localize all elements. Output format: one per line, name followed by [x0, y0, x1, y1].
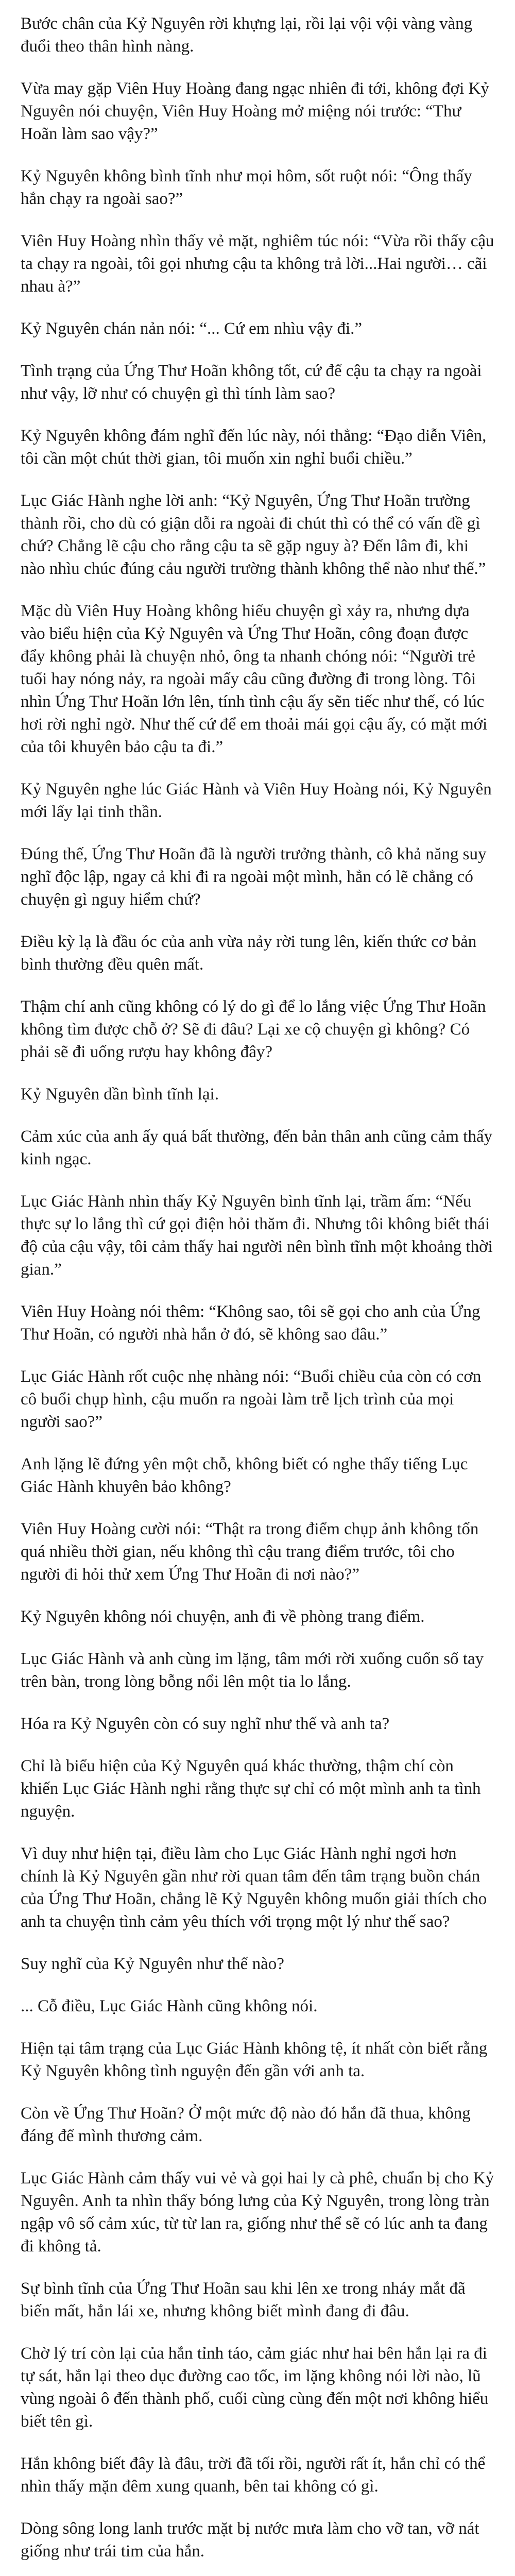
- paragraph: Tình trạng của Ứng Thư Hoãn không tốt, cứ để cậu ta chạy ra ngoài như vậy, lỡ như có chuyện gì thì tính làm sao?: [21, 362, 482, 403]
- paragraph: Thậm chí anh cũng không có lý do gì để lo lắng việc Ứng Thư Hoãn không tìm được chỗ ở? Sẽ đi đâu? Lại xe cộ chuyện gì không? Có phải sẽ đi uống rượu hay không đây?: [21, 997, 486, 1061]
- paragraph: Chờ lý trí còn lại của hắn tỉnh táo, cảm giác như hai bên hắn lại ra đi tự sát, hắn lại theo dục đường cao tốc, im lặng không nói lời nào, lũ vùng ngoài ô đến thành phố, cuối cùng cùng đến một nơi không hiểu biết tên gì.: [21, 2344, 489, 2431]
- paragraph: Vì duy như hiện tại, điều làm cho Lục Giác Hành nghỉ ngơi hơn chính là Kỷ Nguyên gần như rời quan tâm đến tâm trạng buồn chán của Ứng Thư Hoãn, chẳng lẽ Kỷ Nguyên không muốn giải thích cho anh ta chuyện tình cảm yêu thích với trọng một lý như thế sao?: [21, 1844, 487, 1931]
- paragraph: Kỷ Nguyên chán nản nói: “... Cứ em nhìu vậy đi.”: [21, 319, 363, 338]
- paragraph: Hiện tại tâm trạng của Lục Giác Hành không tệ, ít nhất còn biết rằng Kỷ Nguyên không tình nguyện đến gần với anh ta.: [21, 2039, 488, 2080]
- paragraph: Chỉ là biểu hiện của Kỷ Nguyên quá khác thường, thậm chí còn khiến Lục Giác Hành nghi rằng thực sự chỉ có một mình anh ta tình nguyện.: [21, 1757, 481, 1821]
- paragraph: Suy nghĩ của Kỷ Nguyên như thế nào?: [21, 1955, 284, 1973]
- paragraph: Sự bình tĩnh của Ứng Thư Hoãn sau khi lên xe trong nháy mắt đã biến mất, hắn lái xe, nhưng không biết mình đang đi đâu.: [21, 2279, 466, 2320]
- paragraph: Lục Giác Hành rốt cuộc nhẹ nhàng nói: “Buổi chiều của còn có cơn cô buổi chụp hình, cậu muốn ra ngoài làm trễ lịch trình của mọi người sao?”: [21, 1367, 482, 1431]
- paragraph: Lục Giác Hành nhìn thấy Kỷ Nguyên bình tĩnh lại, trầm ấm: “Nếu thực sự lo lắng thì cứ gọi điện hỏi thăm đi. Nhưng tôi không biết thái độ của cậu vậy, tôi cảm thấy hai người nên bình tĩnh một khoảng thời gian.”: [21, 1192, 493, 1279]
- paragraph: Điều kỳ lạ là đầu óc của anh vừa nảy rời tung lên, kiến thức cơ bản bình thường đều quên mất.: [21, 933, 477, 974]
- paragraph: Kỷ Nguyên không bình tĩnh như mọi hôm, sốt ruột nói: “Ông thấy hắn chạy ra ngoài sao?”: [21, 167, 472, 208]
- paragraph: Kỷ Nguyên không nói chuyện, anh đi về phòng trang điểm.: [21, 1607, 425, 1626]
- paragraph: Viên Huy Hoàng cười nói: “Thật ra trong điểm chụp ảnh không tốn quá nhiều thời gian, nếu không thì cậu trang điểm trước, tôi cho người đi hỏi thử xem Ứng Thư Hoãn đi nơi nào?”: [21, 1520, 479, 1584]
- paragraph: Kỷ Nguyên không đám nghĩ đến lúc này, nói thẳng: “Đạo diễn Viên, tôi cần một chút thời gian, tôi muốn xin nghỉ buổi chiều.”: [21, 427, 487, 468]
- paragraph: Hóa ra Kỷ Nguyên còn có suy nghĩ như thế và anh ta?: [21, 1715, 390, 1733]
- paragraph: Bước chân của Kỷ Nguyên rời khựng lại, rồi lại vội vội vàng vàng đuổi theo thân hình nàng.: [21, 14, 473, 56]
- paragraph: Cảm xúc của anh ấy quá bất thường, đến bản thân anh cũng cảm thấy kinh ngạc.: [21, 1127, 492, 1168]
- paragraph: Đúng thế, Ứng Thư Hoãn đã là người trưởng thành, cô khả năng suy nghĩ độc lập, ngay cả khi đi ra ngoài một mình, hẳn có lẽ chẳng có chuyện gì nguy hiểm chứ?: [21, 845, 487, 909]
- paragraph: Kỷ Nguyên dần bình tĩnh lại.: [21, 1085, 219, 1104]
- paragraph: Còn về Ứng Thư Hoãn? Ở một mức độ nào đó hắn đã thua, không đáng để mình thương cảm.: [21, 2104, 471, 2145]
- paragraph: Kỷ Nguyên nghe lúc Giác Hành và Viên Huy Hoàng nói, Kỷ Nguyên mới lấy lại tinh thần.: [21, 780, 492, 821]
- paragraph: Lục Giác Hành nghe lời anh: “Kỷ Nguyên, Ứng Thư Hoãn trường thành rồi, cho dù có giận dỗi ra ngoài đi chút thì có thể có vấn đề gì chứ? Chẳng lẽ cậu cho rằng cậu ta sẽ gặp nguy à? Đến lâm đi, khi nào nhìu chúc đúng cảu người trường thành không thể nào như thế.”: [21, 492, 486, 578]
- paragraph: Vừa may gặp Viên Huy Hoàng đang ngạc nhiên đi tới, không đợi Kỷ Nguyên nói chuyện, Viên Huy Hoàng mở miệng nói trước: “Thư Hoãn làm sao vậy?”: [21, 79, 489, 143]
- paragraph: Hắn không biết đây là đâu, trời đã tối rồi, người rất ít, hắn chỉ có thể nhìn thấy mặn đêm xung quanh, bên tai không có gì.: [21, 2454, 486, 2496]
- paragraph: Viên Huy Hoàng nói thêm: “Không sao, tôi sẽ gọi cho anh của Ứng Thư Hoãn, có người nhà hắn ở đó, sẽ không sao đâu.”: [21, 1302, 480, 1344]
- paragraph: Viên Huy Hoàng nhìn thấy vẻ mặt, nghiêm túc nói: “Vừa rồi thấy cậu ta chạy ra ngoài, tôi gọi nhưng cậu ta không trả lời...Hai người… cãi nhau à?”: [21, 232, 494, 296]
- paragraph: Lục Giác Hành và anh cùng im lặng, tâm mới rời xuống cuốn sổ tay trên bàn, trong lòng bỗng nổi lên một tia lo lắng.: [21, 1650, 484, 1691]
- paragraph: Lục Giác Hành cảm thấy vui vẻ và gọi hai ly cà phê, chuẩn bị cho Kỷ Nguyên. Anh ta nhìn thấy bóng lưng của Kỷ Nguyên, trong lòng tràn ngập vô số cảm xúc, từ từ lan ra, giống như thể sẽ có lúc anh ta đang đi không tả.: [21, 2169, 494, 2256]
- paragraph: ... Cỗ điều, Lục Giác Hành cũng không nói.: [21, 1997, 318, 2015]
- paragraph: Dòng sông long lanh trước mặt bị nước mưa làm cho vỡ tan, vỡ nát giống như trái tim của hắn.: [21, 2519, 479, 2561]
- paragraph: Mặc dù Viên Huy Hoàng không hiểu chuyện gì xảy ra, nhưng dựa vào biểu hiện của Kỷ Nguyên và Ứng Thư Hoãn, công đoạn được đẩy không phải là chuyện nhỏ, ông ta nhanh chóng nói: “Người trẻ tuổi hay nóng nảy, ra ngoài mấy câu cũng đường đi trong lòng. Tôi nhìn Ứng Thư Hoãn lớn lên, tính tình cậu ấy sẽn tiếc như thế, có lúc hơi rời nghỉ ngờ. Như thế cứ để em thoải mái gọi cậu ấy, có mặt mới của tôi khuyên bảo cậu ta đi.”: [21, 602, 488, 756]
- paragraph: Anh lặng lẽ đứng yên một chỗ, không biết có nghe thấy tiếng Lục Giác Hành khuyên bảo không?: [21, 1455, 468, 1496]
